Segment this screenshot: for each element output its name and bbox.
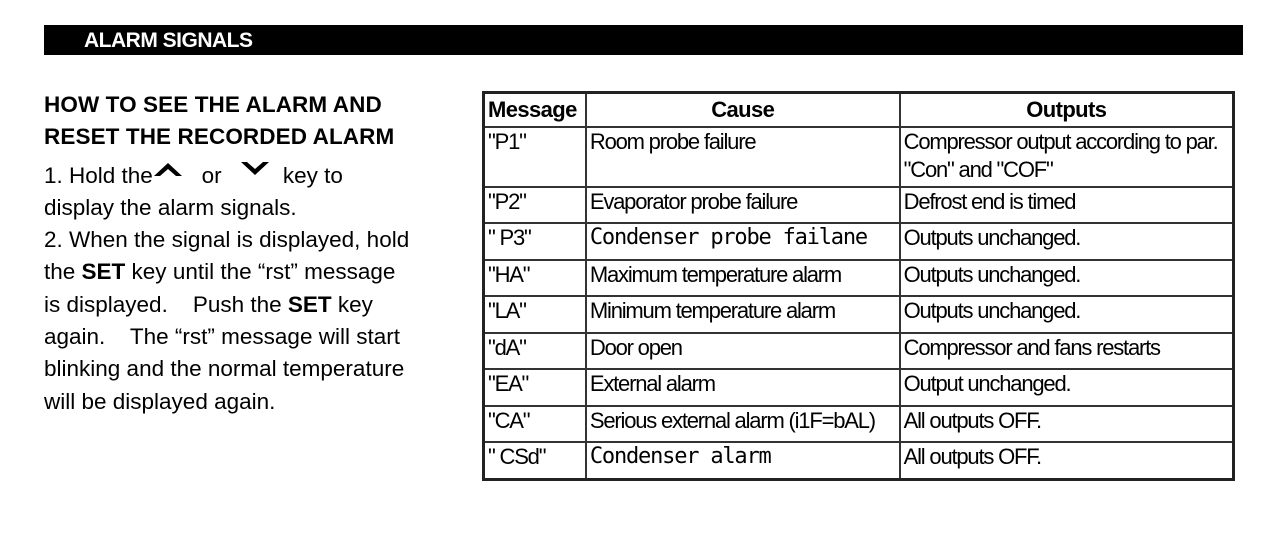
table-row <box>484 442 1234 479</box>
step-2-line-5: blinking and the normal temperature <box>44 356 405 382</box>
alarm-table-container <box>482 91 1235 481</box>
column-header-message: Message <box>484 93 586 128</box>
cause-cell: Room probe failure <box>586 127 900 187</box>
message-cell: "P1" <box>484 127 586 187</box>
table-row <box>484 333 1234 369</box>
cause-cell: Serious external alarm (i1F=bAL) <box>586 406 900 442</box>
instructions-block <box>44 89 469 418</box>
table-header-row <box>484 93 1234 128</box>
step-1-line-2: display the alarm signals. <box>44 194 297 220</box>
cause-cell: Door open <box>586 333 900 369</box>
step-2-line-1: 2. When the signal is displayed, hold <box>44 227 410 253</box>
alarm-signals-table <box>482 91 1235 481</box>
table-row <box>484 187 1234 223</box>
cause-cell: Maximum temperature alarm <box>586 260 900 296</box>
column-header-cause: Cause <box>586 93 900 128</box>
table-row <box>484 406 1234 442</box>
message-cell: " CSd" <box>484 442 586 479</box>
outputs-cell: Compressor and fans restarts <box>900 333 1234 369</box>
cause-cell: Condenser probe failane <box>586 223 900 259</box>
outputs-cell: Outputs unchanged. <box>900 223 1234 259</box>
message-cell: "CA" <box>484 406 586 442</box>
step-2-text: key until the “rst” message <box>125 259 396 285</box>
table-row <box>484 223 1234 259</box>
cause-cell: External alarm <box>586 369 900 405</box>
step-2-line-6: will be displayed again. <box>44 388 276 414</box>
cause-cell: Condenser alarm <box>586 442 900 479</box>
step-2-line-3 <box>44 289 469 321</box>
table-row <box>484 369 1234 405</box>
step-1-or: or <box>201 162 222 188</box>
table-row <box>484 260 1234 296</box>
outputs-cell: Output unchanged. <box>900 369 1234 405</box>
cause-cell: Evaporator probe failure <box>586 187 900 223</box>
table-row <box>484 127 1234 187</box>
step-2-text: the <box>44 259 82 285</box>
set-key-label: SET <box>287 291 332 317</box>
outputs-cell: Outputs unchanged. <box>900 260 1234 296</box>
set-key-label: SET <box>81 259 126 285</box>
message-cell: "dA" <box>484 333 586 369</box>
chevron-down-icon <box>240 154 270 186</box>
outputs-cell: Outputs unchanged. <box>900 296 1234 332</box>
step-1-line <box>44 154 469 192</box>
message-cell: " P3" <box>484 223 586 259</box>
step-2-line-2 <box>44 256 469 288</box>
section-header-bar <box>44 25 1243 55</box>
section-title: ALARM SIGNALS <box>84 29 253 52</box>
outputs-cell: All outputs OFF. <box>900 442 1234 479</box>
instructions-heading-line-1: HOW TO SEE THE ALARM AND <box>44 92 382 117</box>
message-cell: "HA" <box>484 260 586 296</box>
outputs-cell: Compressor output according to par. "Con" and "COF" <box>900 127 1234 187</box>
step-2-line-4: again. The “rst” message will start <box>44 324 400 350</box>
instructions-heading-line-2: RESET THE RECORDED ALARM <box>44 124 395 150</box>
outputs-cell: Defrost end is timed <box>900 187 1234 223</box>
outputs-cell: All outputs OFF. <box>900 406 1234 442</box>
message-cell: "EA" <box>484 369 586 405</box>
chevron-up-icon <box>153 154 183 186</box>
message-cell: "P2" <box>484 187 586 223</box>
step-1-text-a: 1. Hold the <box>44 162 153 188</box>
message-cell: "LA" <box>484 296 586 332</box>
step-2-text: is displayed. Push the <box>44 291 288 317</box>
step-1-text-b: key to <box>282 162 343 188</box>
cause-cell: Minimum temperature alarm <box>586 296 900 332</box>
step-2-text: key <box>331 291 373 317</box>
column-header-outputs: Outputs <box>900 93 1234 128</box>
table-row <box>484 296 1234 332</box>
